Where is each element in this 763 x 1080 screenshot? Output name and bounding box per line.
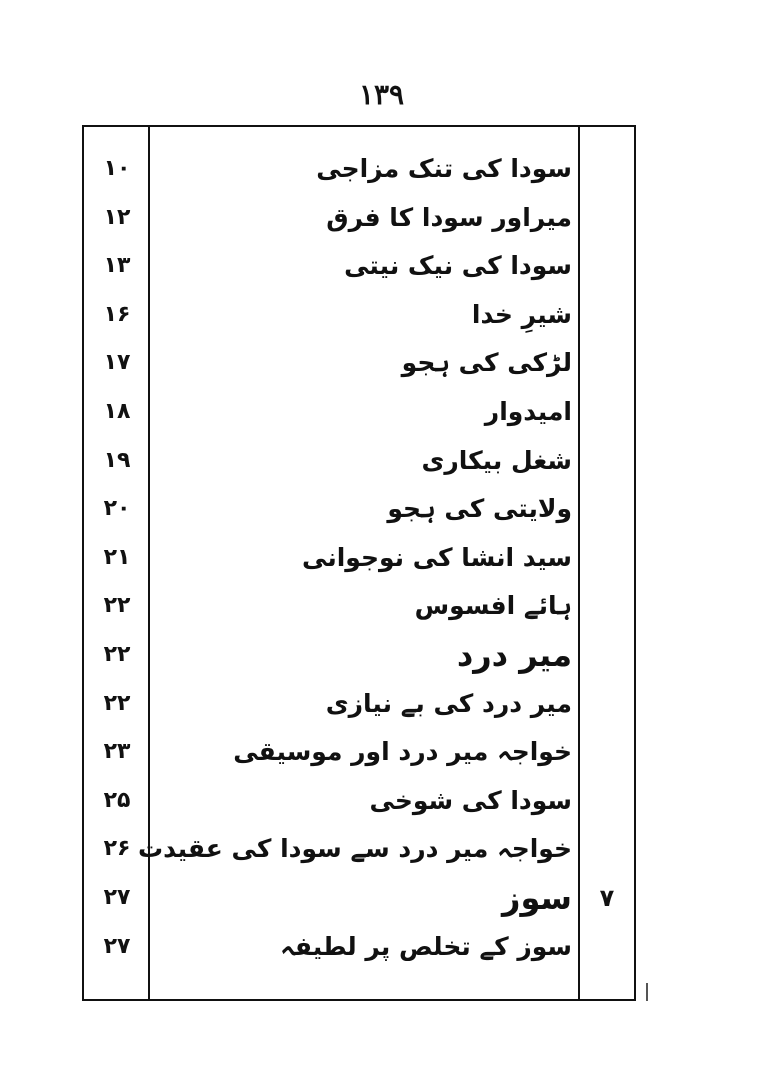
table-row xyxy=(0,729,763,775)
margin-mark xyxy=(646,983,648,1001)
entry-page-number: ۲۱ xyxy=(103,544,131,570)
entry-title: میراور سودا کا فرق xyxy=(326,202,572,232)
entry-page-number: ۱۲ xyxy=(103,204,131,230)
table-row xyxy=(0,583,763,629)
section-heading: میر درد xyxy=(456,636,572,674)
entry-title: سودا کی شوخی xyxy=(369,785,572,815)
table-row xyxy=(0,875,763,921)
table-row xyxy=(0,438,763,484)
entry-title: شیرِ خدا xyxy=(471,299,572,329)
page-number: ۱۳۹ xyxy=(358,78,405,111)
entry-page-number: ۲۲ xyxy=(103,690,131,716)
table-row xyxy=(0,632,763,678)
entry-page-number: ۲۰ xyxy=(103,496,131,522)
section-heading: سوز xyxy=(502,879,572,917)
entry-page-number: ۲۲ xyxy=(103,642,131,667)
table-row xyxy=(0,340,763,386)
entry-title: امیدوار xyxy=(484,397,572,426)
entry-title: سودا کی نیک نیتی xyxy=(344,251,572,281)
section-serial-number: ۷ xyxy=(599,884,615,912)
table-row xyxy=(0,681,763,727)
table-row xyxy=(0,146,763,192)
entry-page-number: ۱۸ xyxy=(103,399,131,424)
entry-page-number: ۲۳ xyxy=(103,739,131,765)
table-row xyxy=(0,826,763,872)
entry-title: سوز کے تخلص پر لطیفہ xyxy=(280,931,572,961)
table-row xyxy=(0,292,763,338)
table-row xyxy=(0,195,763,241)
entry-title: ولایتی کی ہجو xyxy=(387,494,572,524)
table-row xyxy=(0,486,763,532)
entry-title: ہائے افسوس xyxy=(414,591,572,621)
entry-page-number: ۱۶ xyxy=(103,301,131,327)
entry-page-number: ۱۳ xyxy=(103,253,131,279)
entry-page-number: ۲۲ xyxy=(103,593,131,619)
table-row xyxy=(0,535,763,581)
table-row xyxy=(0,924,763,970)
entry-page-number: ۲۶ xyxy=(103,836,131,862)
entry-page-number: ۱۷ xyxy=(103,350,131,376)
entry-title: میر درد کی بے نیازی xyxy=(325,688,572,718)
entry-page-number: ۲۷ xyxy=(103,933,131,959)
table-row xyxy=(0,243,763,289)
entry-page-number: ۲۵ xyxy=(103,787,131,813)
entry-title: شغل بیکاری xyxy=(421,445,572,475)
entry-title: خواجہ میر درد اور موسیقی xyxy=(233,737,572,767)
table-row xyxy=(0,778,763,824)
entry-title: سید انشا کی نوجوانی xyxy=(302,542,572,572)
entry-title: خواجہ میر درد سے سودا کی عقیدت xyxy=(138,834,572,864)
entry-page-number: ۲۷ xyxy=(103,885,131,910)
entry-title: لڑکی کی ہجو xyxy=(401,348,572,378)
entry-title: سودا کی تنک مزاجی xyxy=(316,154,572,183)
table-row xyxy=(0,389,763,435)
entry-page-number: ۱۰ xyxy=(103,156,131,181)
entry-page-number: ۱۹ xyxy=(103,447,131,473)
